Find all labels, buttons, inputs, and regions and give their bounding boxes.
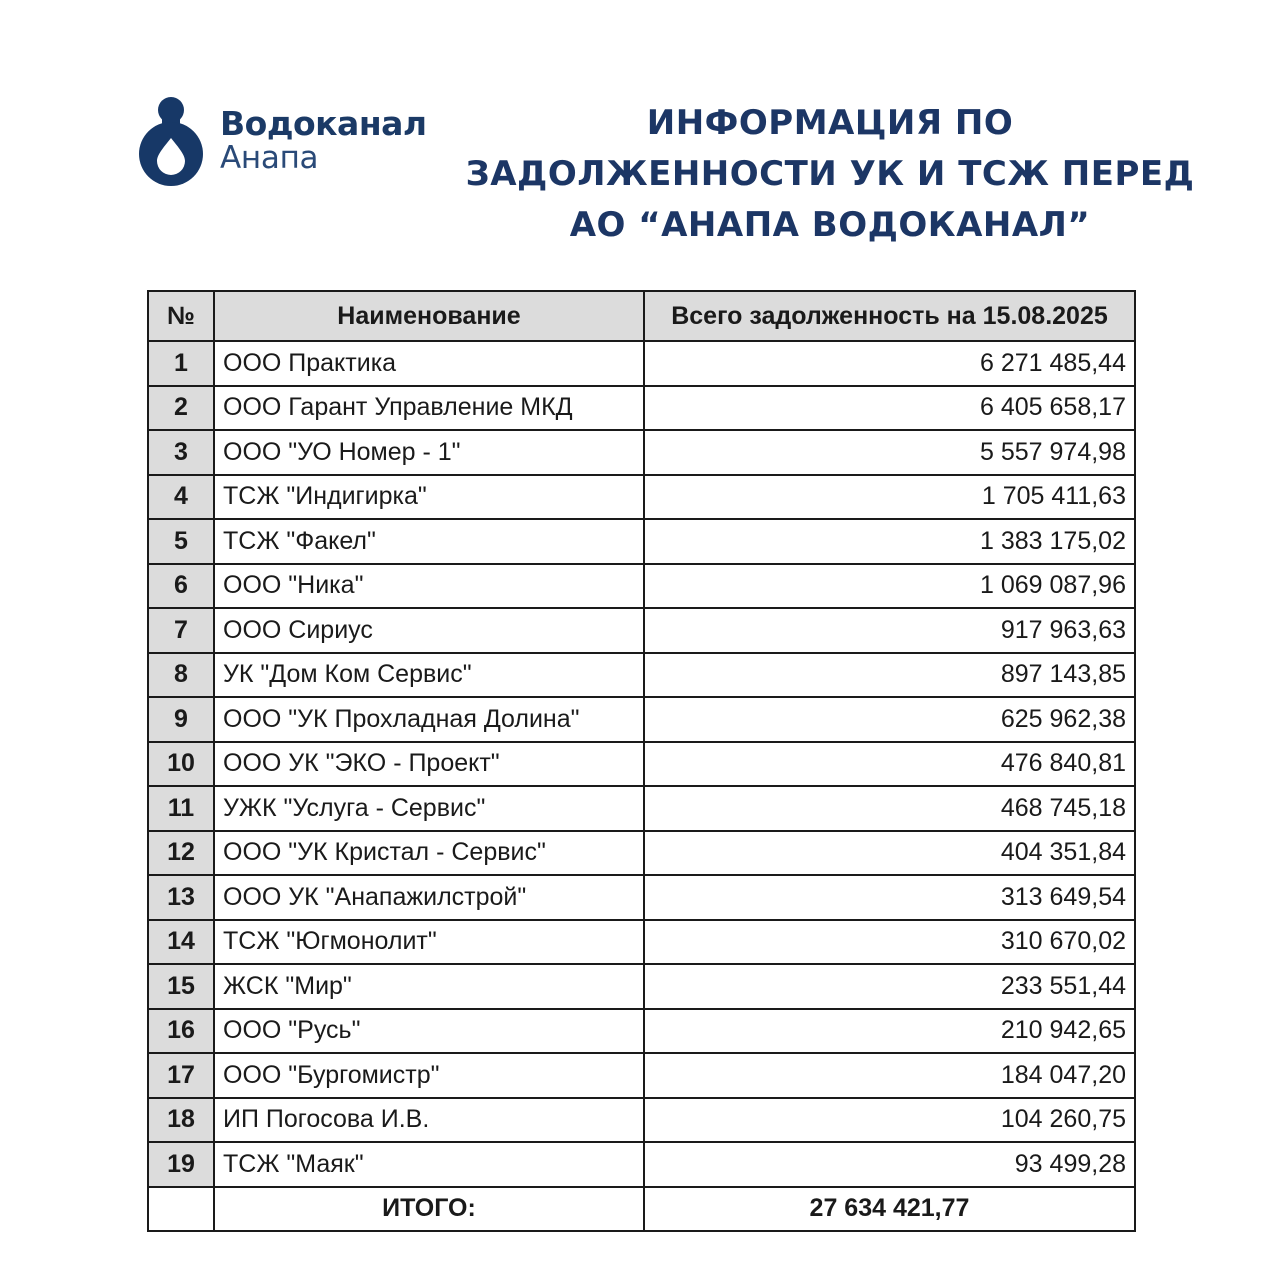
row-debt-value: 5 557 974,98 (644, 430, 1135, 475)
row-name: ООО Практика (214, 341, 644, 386)
row-debt-value: 404 351,84 (644, 831, 1135, 876)
row-number: 14 (148, 920, 214, 965)
row-debt-value: 310 670,02 (644, 920, 1135, 965)
row-name: ЖСК "Мир" (214, 964, 644, 1009)
table-row (148, 875, 1135, 920)
row-number: 9 (148, 697, 214, 742)
title-line-3: АО “АНАПА ВОДОКАНАЛ” (569, 205, 1091, 245)
table-body (148, 341, 1135, 1187)
row-debt-value: 6 271 485,44 (644, 341, 1135, 386)
table-header-row (148, 291, 1135, 341)
row-number: 12 (148, 831, 214, 876)
row-debt-value: 476 840,81 (644, 742, 1135, 787)
total-label: ИТОГО: (214, 1187, 644, 1232)
table-row (148, 430, 1135, 475)
row-number: 16 (148, 1009, 214, 1054)
row-name: ООО "Бургомистр" (214, 1053, 644, 1098)
row-debt-value: 917 963,63 (644, 608, 1135, 653)
table-row (148, 831, 1135, 876)
row-name: УЖК "Услуга - Сервис" (214, 786, 644, 831)
logo-text-line2: Анапа (220, 140, 319, 176)
company-logo (136, 94, 426, 190)
header-number: № (148, 291, 214, 341)
row-debt-value: 210 942,65 (644, 1009, 1135, 1054)
row-debt-value: 104 260,75 (644, 1098, 1135, 1143)
total-empty-cell (148, 1187, 214, 1232)
row-number: 15 (148, 964, 214, 1009)
row-debt-value: 1 383 175,02 (644, 519, 1135, 564)
row-name: ТСЖ "Индигирка" (214, 475, 644, 520)
row-name: ООО "Русь" (214, 1009, 644, 1054)
page-title (450, 98, 1210, 251)
row-number: 7 (148, 608, 214, 653)
table-row (148, 386, 1135, 431)
table-row (148, 786, 1135, 831)
row-debt-value: 897 143,85 (644, 653, 1135, 698)
water-drop-logo-icon (136, 94, 206, 190)
title-line-1: ИНФОРМАЦИЯ ПО (646, 103, 1014, 143)
row-number: 2 (148, 386, 214, 431)
row-name: ООО "УО Номер - 1" (214, 430, 644, 475)
row-number: 10 (148, 742, 214, 787)
row-name: УК "Дом Ком Сервис" (214, 653, 644, 698)
row-name: ООО Сириус (214, 608, 644, 653)
row-name: ТСЖ "Югмонолит" (214, 920, 644, 965)
table-row (148, 341, 1135, 386)
row-number: 5 (148, 519, 214, 564)
row-debt-value: 184 047,20 (644, 1053, 1135, 1098)
row-name: ООО УК "Анапажилстрой" (214, 875, 644, 920)
row-number: 6 (148, 564, 214, 609)
row-debt-value: 313 649,54 (644, 875, 1135, 920)
row-number: 13 (148, 875, 214, 920)
row-number: 4 (148, 475, 214, 520)
row-name: ООО "Ника" (214, 564, 644, 609)
total-value: 27 634 421,77 (644, 1187, 1135, 1232)
total-row (148, 1187, 1135, 1232)
row-debt-value: 233 551,44 (644, 964, 1135, 1009)
row-name: ООО "УК Прохладная Долина" (214, 697, 644, 742)
table-row (148, 1053, 1135, 1098)
row-number: 11 (148, 786, 214, 831)
row-debt-value: 1 069 087,96 (644, 564, 1135, 609)
row-debt-value: 625 962,38 (644, 697, 1135, 742)
header-name: Наименование (214, 291, 644, 341)
row-name: ООО Гарант Управление МКД (214, 386, 644, 431)
row-debt-value: 468 745,18 (644, 786, 1135, 831)
table-row (148, 742, 1135, 787)
row-debt-value: 1 705 411,63 (644, 475, 1135, 520)
logo-text-line1: Водоканал (220, 104, 427, 143)
row-number: 18 (148, 1098, 214, 1143)
row-name: ИП Погосова И.В. (214, 1098, 644, 1143)
row-debt-value: 93 499,28 (644, 1142, 1135, 1187)
table-row (148, 519, 1135, 564)
header-debt: Всего задолженность на 15.08.2025 (644, 291, 1135, 341)
table-row (148, 964, 1135, 1009)
row-name: ТСЖ "Факел" (214, 519, 644, 564)
table-row (148, 697, 1135, 742)
table-row (148, 1142, 1135, 1187)
table-row (148, 608, 1135, 653)
row-name: ТСЖ "Маяк" (214, 1142, 644, 1187)
row-number: 19 (148, 1142, 214, 1187)
row-number: 17 (148, 1053, 214, 1098)
row-number: 1 (148, 341, 214, 386)
row-number: 8 (148, 653, 214, 698)
table-row (148, 653, 1135, 698)
debt-table (147, 290, 1136, 1232)
row-name: ООО УК "ЭКО - Проект" (214, 742, 644, 787)
table-row (148, 475, 1135, 520)
table-row (148, 564, 1135, 609)
title-line-2: ЗАДОЛЖЕННОСТИ УК И ТСЖ ПЕРЕД (465, 154, 1195, 194)
row-name: ООО "УК Кристал - Сервис" (214, 831, 644, 876)
table-row (148, 1009, 1135, 1054)
row-number: 3 (148, 430, 214, 475)
table-row (148, 1098, 1135, 1143)
table-row (148, 920, 1135, 965)
row-debt-value: 6 405 658,17 (644, 386, 1135, 431)
